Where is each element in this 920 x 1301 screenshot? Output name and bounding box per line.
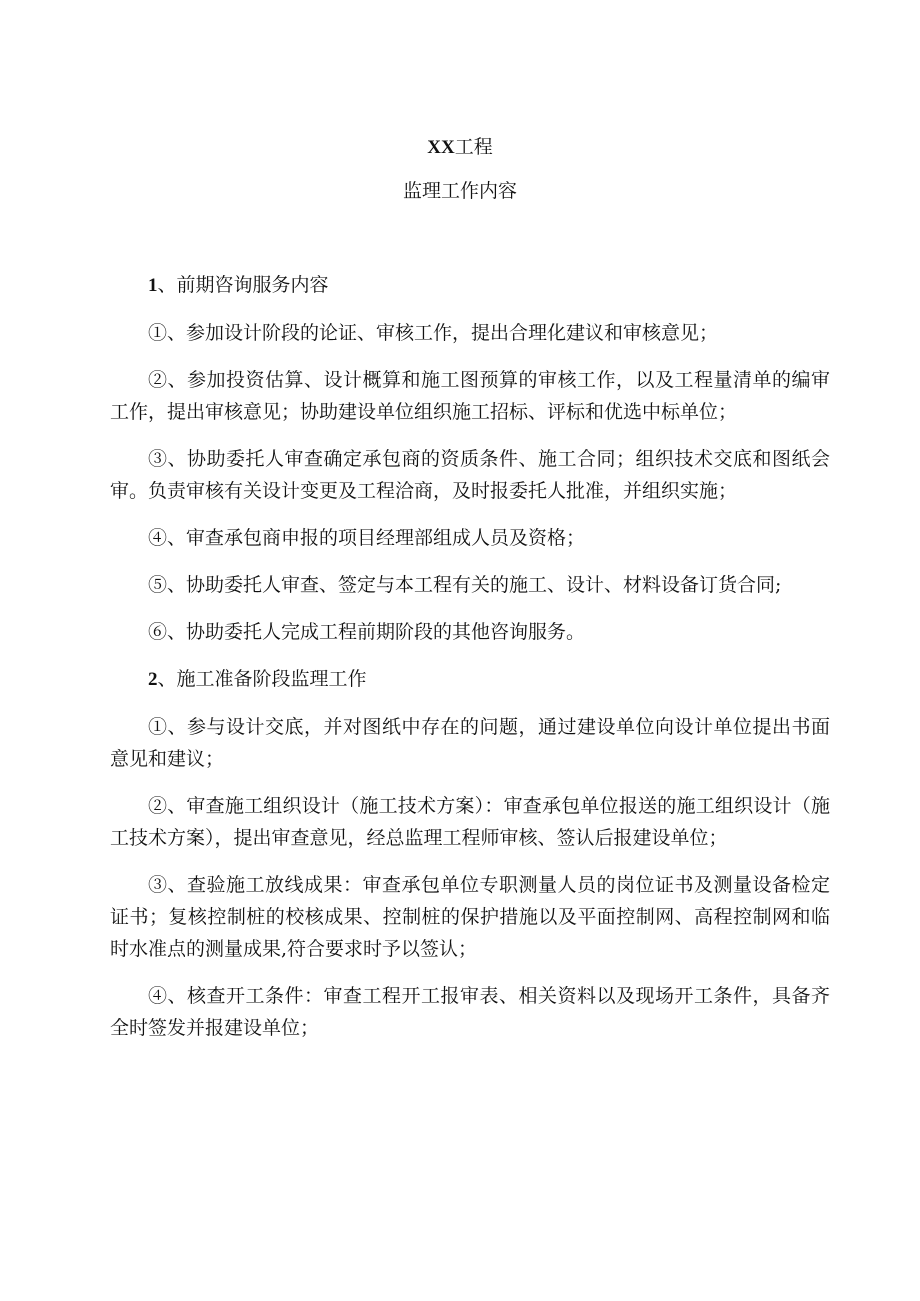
section-2-heading-text: 、施工准备阶段监理工作	[157, 668, 367, 690]
title-main: 工程	[454, 136, 493, 158]
section-1-number: 1	[148, 275, 158, 296]
section-1-item-4: ④、审查承包商申报的项目经理部组成人员及资格；	[148, 527, 586, 549]
section-1-item-6: ⑥、协助委托人完成工程前期阶段的其他咨询服务。	[148, 621, 586, 643]
section-1-item-5: ⑤、协助委托人审查、签定与本工程有关的施工、设计、材料设备订货合同;	[148, 574, 782, 596]
section-2-heading	[110, 663, 830, 696]
section-2-item-1: ①、参与设计交底，并对图纸中存在的问题，通过建设单位向设计单位提出书面意见和建议；	[110, 716, 830, 770]
section-1-item-1: ①、参加设计阶段的论证、审核工作，提出合理化建议和审核意见；	[148, 322, 719, 344]
section-2-item-2: ②、审查施工组织设计（施工技术方案）：审查承包单位报送的施工组织设计（施工技术方案），提出审查意见，经总监理工程师审核、签认后报建设单位；	[110, 795, 830, 849]
section-1-item-3: ③、协助委托人审查确定承包商的资质条件、施工合同；组织技术交底和图纸会审。负责审核有关设计变更及工程洽商，及时报委托人批准，并组织实施；	[110, 448, 830, 502]
document-body	[110, 269, 830, 1059]
section-2-item-3: ③、查验施工放线成果：审查承包单位专职测量人员的岗位证书及测量设备检定证书；复核控制桩的校核成果、控制桩的保护措施以及平面控制网、高程控制网和临时水准点的测量成果,符合要求时予以签认；	[110, 874, 830, 960]
document-subtitle: 监理工作内容	[402, 180, 517, 202]
section-2-number: 2	[148, 669, 158, 690]
section-1-heading-text: 、前期咨询服务内容	[157, 274, 329, 296]
section-2-item-4: ④、核查开工条件：审查工程开工报审表、相关资料以及现场开工条件，具备齐全时签发并报建设单位；	[110, 985, 830, 1039]
title-prefix: XX	[427, 137, 455, 158]
document-title	[0, 134, 920, 161]
section-1-heading	[110, 269, 830, 302]
section-1-item-2: ②、参加投资估算、设计概算和施工图预算的审核工作，以及工程量清单的编审工作，提出审核意见；协助建设单位组织施工招标、评标和优选中标单位；	[110, 369, 830, 423]
